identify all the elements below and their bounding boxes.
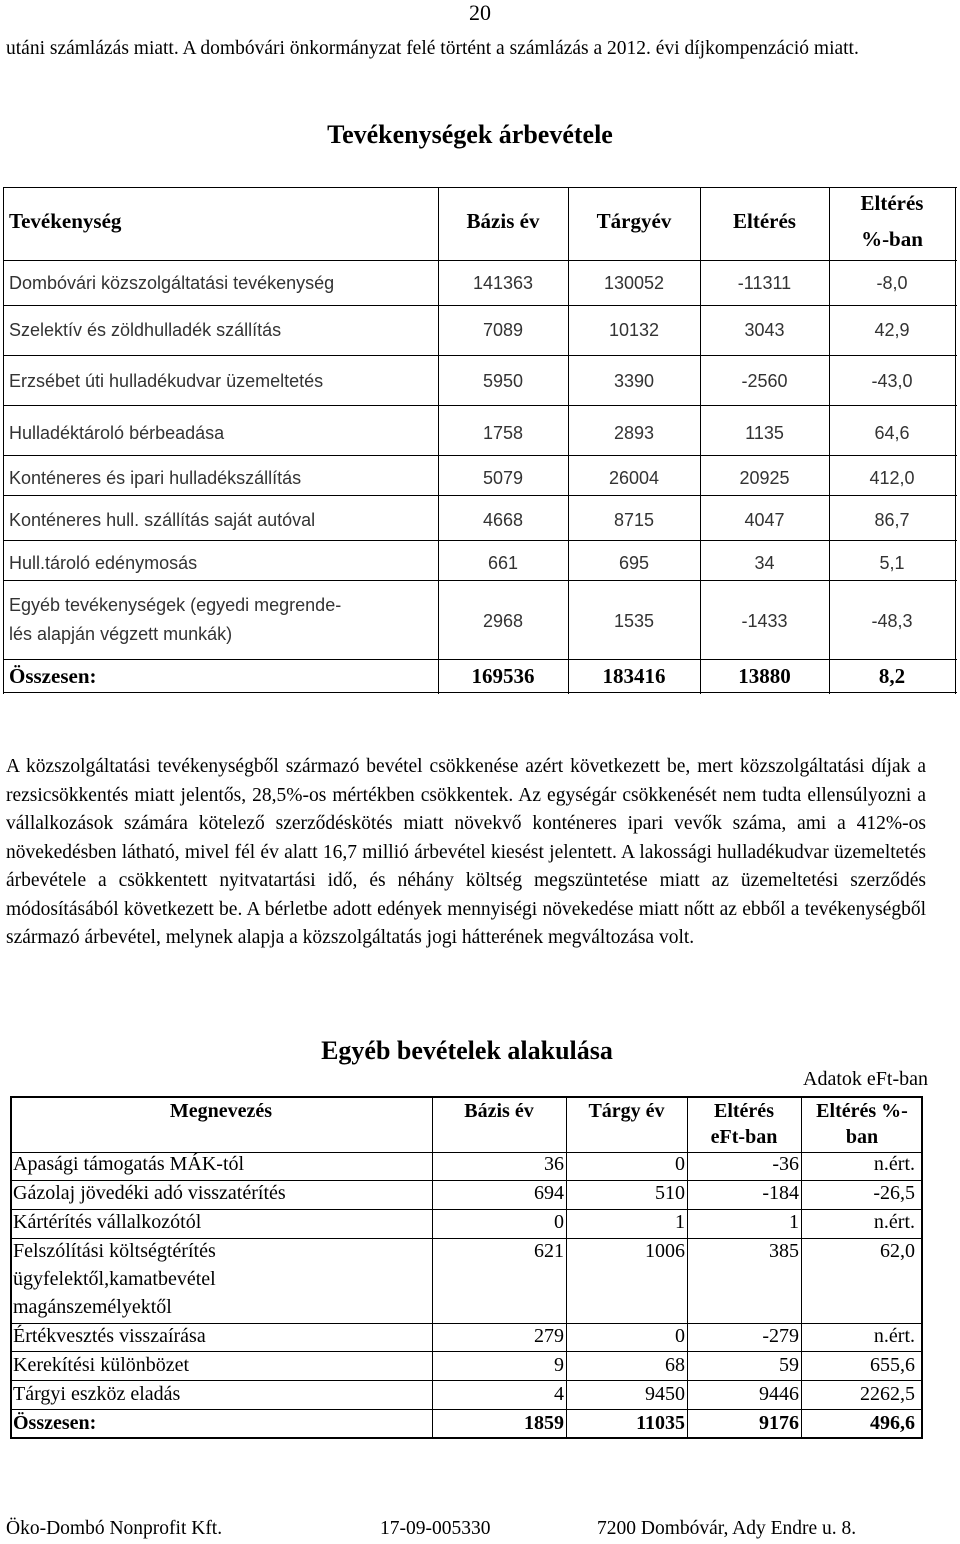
header-target-year: Tárgyév [596,209,672,233]
table-row-pct: 412,0 [869,468,915,488]
footer-address: 7200 Dombóvár, Ady Endre u. 8. [597,1518,857,1539]
table-row-diff: 9446 [759,1383,799,1405]
table-row-target: 1535 [613,611,655,631]
table-row-diff: 59 [779,1354,799,1376]
table-row-pct: -8,0 [876,273,908,293]
table-row-name: Konténeres és ipari hulladékszállítás [9,468,302,488]
table-row-target: 9450 [645,1383,685,1405]
table-row-name: Hull.tároló edénymosás [9,553,198,573]
total-label: Összesen: [13,1412,97,1434]
table-row-pct: n.ért. [873,1153,915,1175]
table-row-base: 9 [554,1354,564,1376]
table-row-target: 8715 [613,510,655,530]
table-row-base: 4 [554,1383,564,1405]
header-difference: Eltérés [714,1100,774,1122]
table-row-pct: -26,5 [873,1182,915,1204]
header-activity: Tevékenység [9,209,122,233]
table-row-name: Kerekítési különbözet [13,1354,190,1376]
header-base-year: Bázis év [464,1100,534,1122]
table-row-name: Gázolaj jövedéki adó visszatérítés [13,1182,286,1204]
table-row-target: 1006 [645,1240,685,1262]
table-row-target: 26004 [608,468,660,488]
table-row-target: 510 [655,1182,685,1204]
table-row-base: 1758 [482,423,524,443]
table-row-name: Egyéb tevékenységek (egyedi megrende- [9,595,342,615]
table-row-pct: -48,3 [871,611,913,631]
activities-revenue-table [3,187,957,694]
table-row-target: 10132 [608,320,660,340]
table2-title: Egyéb bevételek alakulása [321,1036,613,1065]
total-base: 1859 [524,1412,564,1434]
table-row-target: 695 [618,553,650,573]
table-row-base: 5079 [482,468,524,488]
table-row-diff: 3043 [744,320,785,340]
intro-text: utáni számlázás miatt. A dombóvári önkormányzat felé történt a számlázás a 2012. évi díjkompenzáció miatt. [6,38,859,59]
table-row-base: 7089 [482,320,524,340]
header-target-year: Tárgy év [588,1100,665,1122]
table-row-diff: 20925 [739,468,790,488]
header-difference-pct-1: Eltérés [860,191,924,215]
table-row-diff: -1433 [741,611,788,631]
table-row-base: 2968 [482,611,524,631]
total-diff: 13880 [738,664,791,688]
total-pct: 496,6 [870,1412,915,1434]
footer-reg-number: 17-09-005330 [380,1518,491,1539]
header-difference-pct: Eltérés %- [816,1100,908,1122]
header-difference-pct-2: ban [845,1126,879,1148]
table-row-target: 0 [675,1153,685,1175]
table-row-name-line2: lés alapján végzett munkák) [9,624,233,644]
table-row-name: Erzsébet úti hulladékudvar üzemeltetés [9,371,324,391]
table-row-base: 5950 [482,371,524,391]
table-row-name-line2: ügyfelektől,kamatbevétel [13,1268,216,1290]
table-row-diff: 385 [769,1240,799,1262]
table-row-pct: 2262,5 [860,1383,915,1405]
table-row-name: Hulladéktároló bérbeadása [9,423,225,443]
table-row-pct: 62,0 [880,1240,915,1262]
body-paragraph: A közszolgáltatási tevékenységből származó bevétel csökkenése azért következett be, mert közszolgáltatási díjak a rezsicsökkentés miatt jelentős, 28,5%-os mértékben csökkentek. Az egységár csökkenését nem tudta ellensúlyozni a vállalkozások számára kötelező szerződéskötés miatt növekvő konténeres ipari vevők száma, ami a 412%-os növekedésben látható, mivel fél év alatt 16,7 millió árbevétel kiesést jelentett. A lakossági hulladékudvar üzemeltetés árbevétele a csökkentett nyitvatartási idő, és néhány költség megszüntetése miatt az üzemeltetési szerződés módosításából következett be. A bérletbe adott edények mennyiségi növekedése miatt nőtt az ebből a tevékenységből származó árbevétel, melynek alapja a közszolgáltatás jogi hátterének megváltozása volt. [6,756,926,948]
table-row-diff: 1 [789,1211,799,1233]
total-target: 11035 [636,1412,685,1434]
table-row-base: 661 [487,553,519,573]
table-row-name: Dombóvári közszolgáltatási tevékenység [9,273,335,293]
table-row-diff: -11311 [737,273,792,293]
header-difference: Eltérés [733,209,796,233]
total-label: Összesen: [9,664,97,688]
table-row-base: 141363 [472,273,534,293]
table-row-diff: -184 [762,1182,799,1204]
header-difference-unit: eFt-ban [710,1126,778,1148]
table-row-name: Felszólítási költségtérítés [13,1240,216,1262]
table-row-base: 0 [554,1211,564,1233]
table-row-base: 4668 [482,510,524,530]
total-target: 183416 [602,664,666,688]
total-diff: 9176 [759,1412,799,1434]
header-base-year: Bázis év [466,209,540,233]
table-row-diff: -2560 [741,371,788,391]
table-row-target: 2893 [613,423,655,443]
total-base: 169536 [471,664,535,688]
table-row-target: 68 [665,1354,685,1376]
total-pct: 8,2 [878,664,906,688]
table-row-name-line3: magánszemélyektől [13,1296,172,1318]
table-row-name: Szelektív és zöldhulladék szállítás [9,320,282,340]
table-row-pct: 5,1 [879,553,905,573]
table-row-base: 36 [544,1153,564,1175]
table-row-diff: 4047 [744,510,785,530]
table-row-pct: 86,7 [874,510,910,530]
page-number: 20 [469,0,491,25]
table-row-diff: -279 [762,1325,799,1347]
footer-company: Öko-Dombó Nonprofit Kft. [6,1518,223,1539]
table1-title: Tevékenységek árbevétele [327,120,613,149]
table-row-target: 3390 [613,371,655,391]
header-difference-pct-2: %-ban [861,227,923,251]
table-row-pct: n.ért. [873,1211,915,1233]
table-row-diff: 34 [754,553,775,573]
table-row-name: Értékvesztés visszaírása [13,1325,206,1347]
table-row-name: Konténeres hull. szállítás saját autóval [9,510,316,530]
other-income-table [10,1096,923,1439]
header-name: Megnevezés [169,1100,273,1122]
table-row-base: 694 [534,1182,564,1204]
table-row-pct: 64,6 [874,423,910,443]
table-row-target: 0 [675,1325,685,1347]
table-row-base: 621 [534,1240,564,1262]
table-row-base: 279 [534,1325,564,1347]
table-row-target: 130052 [603,273,665,293]
table-row-pct: -43,0 [871,371,913,391]
table-row-pct: n.ért. [873,1325,915,1347]
table-row-name: Tárgyi eszköz eladás [13,1383,181,1405]
table-row-name: Kártérítés vállalkozótól [13,1211,202,1233]
table-row-name: Apasági támogatás MÁK-tól [13,1153,245,1175]
table-row-pct: 42,9 [874,320,910,340]
table-row-diff: 1135 [745,423,784,443]
table-row-pct: 655,6 [870,1354,915,1376]
table-row-diff: -36 [772,1153,799,1175]
unit-note: Adatok eFt-ban [803,1068,928,1090]
table-row-target: 1 [675,1211,685,1233]
